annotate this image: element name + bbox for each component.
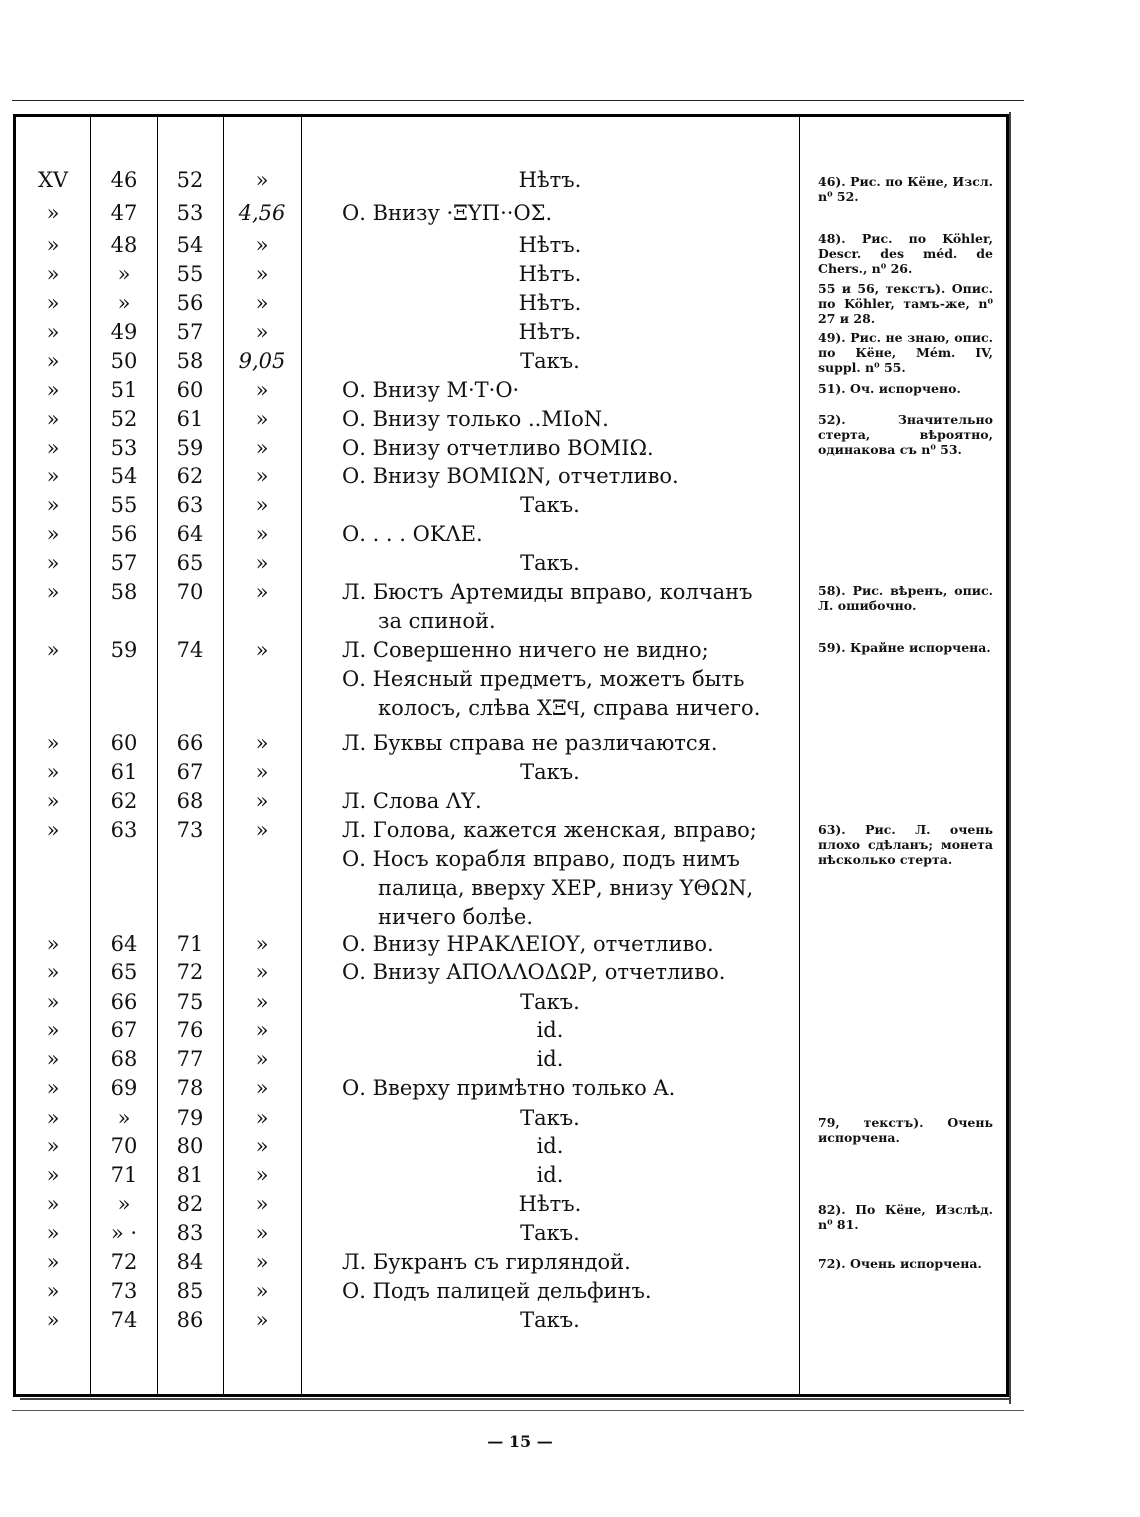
cell-c4: » [255,1163,269,1187]
cell-description [302,1219,798,1248]
cell-c4: » [255,1192,269,1216]
description-line: ничего болѣе. [378,905,534,929]
cell-c4: » [255,168,269,192]
cell-description [342,787,797,816]
footnote: 46). Рис. по Кёне, Изсл. n⁰ 52. [818,174,993,204]
footnote: 58). Рис. вѣренъ, опис. Л. ошибочно. [818,583,993,613]
cell-c3: 56 [176,291,204,315]
description-line: О. Носъ корабля вправо, подъ нимъ [342,847,740,871]
description-line: id. [536,1163,564,1187]
cell-c4: » [255,464,269,488]
cell-description [302,1190,798,1219]
cell-c4: » [255,1134,269,1158]
description-line: О. . . . ΟΚΛΕ. [342,522,483,546]
description-line: О. Вверху примѣтно только Α. [342,1076,676,1100]
footnote: 82). По Кёне, Изслѣд. n⁰ 81. [818,1202,993,1232]
cell-c1: » [46,291,60,315]
cell-c2: » [117,1106,131,1130]
description-line: колосъ, слѣва ΧΞϤ, справа ничего. [378,696,761,720]
cell-c2: 74 [110,1308,138,1332]
cell-c3: 53 [176,201,204,225]
cell-description [302,1045,798,1074]
cell-c3: 63 [176,493,204,517]
cell-c4: » [255,1250,269,1274]
cell-c4: » [255,233,269,257]
cell-description [342,520,797,549]
cell-c4: » [255,1308,269,1332]
cell-c1: » [46,760,60,784]
cell-c3: 57 [176,320,204,344]
cell-c4: » [255,1018,269,1042]
cell-c4: » [255,436,269,460]
cell-c4: » [255,932,269,956]
cell-c2: 64 [110,932,138,956]
cell-c3: 59 [176,436,204,460]
footnote: 48). Рис. по Köhler, Descr. des méd. de Chers., n⁰ 26. [818,231,993,276]
column-divider [90,117,91,1394]
description-line: Такъ. [520,493,580,517]
description-line: Нѣтъ. [518,262,582,286]
cell-description [302,758,798,787]
cell-c3: 66 [176,731,204,755]
cell-c1: » [46,1163,60,1187]
description-line: О. Внизу только ..ΜΙοΝ. [342,407,609,431]
cell-c2: 55 [110,493,138,517]
cell-c1: » [46,1308,60,1332]
cell-c1: » [46,1192,60,1216]
cell-c2: 66 [110,990,138,1014]
cell-c4: 9,05 [238,349,286,373]
cell-c2: 53 [110,436,138,460]
cell-c2: 60 [110,731,138,755]
cell-c2: 48 [110,233,138,257]
footnote: 51). Оч. испорчено. [818,381,961,396]
cell-c1: » [46,990,60,1014]
description-line: О. Внизу отчетливо ΒΟΜΙΩ. [342,436,654,460]
cell-c4: » [255,731,269,755]
cell-c2: » [117,291,131,315]
cell-description [342,1248,797,1277]
cell-c4: » [255,1279,269,1303]
description-line: Л. Голова, кажется женская, вправо; [342,818,757,842]
footnote: 49). Рис. не знаю, опис. по Кёне, Mém. IV, suppl. n⁰ 55. [818,330,993,375]
cell-c4: » [255,760,269,784]
bottom-rule [12,1410,1024,1411]
description-line: Нѣтъ. [518,168,582,192]
cell-c2: 72 [110,1250,138,1274]
cell-description [342,1074,797,1103]
description-line: Такъ. [520,1308,580,1332]
cell-c2: 69 [110,1076,138,1100]
cell-c2: 67 [110,1018,138,1042]
cell-c3: 60 [176,378,204,402]
cell-c2: 49 [110,320,138,344]
cell-description [302,347,798,376]
cell-c1: » [46,1250,60,1274]
cell-c3: 70 [176,580,204,604]
cell-description [342,376,797,405]
cell-c1: » [46,638,60,662]
cell-c4: » [255,493,269,517]
cell-c4: » [255,1106,269,1130]
cell-c1: » [46,262,60,286]
description-line: Такъ. [520,349,580,373]
cell-description [342,636,797,723]
cell-description [342,958,797,987]
cell-c3: 80 [176,1134,204,1158]
cell-c2: 52 [110,407,138,431]
cell-description [302,231,798,260]
cell-c3: 85 [176,1279,204,1303]
cell-c1: » [46,932,60,956]
cell-c1: » [46,551,60,575]
cell-c1: » [46,493,60,517]
cell-c4: » [255,378,269,402]
cell-c2: 59 [110,638,138,662]
cell-c4: » [255,960,269,984]
description-line: id. [536,1134,564,1158]
cell-c2: 71 [110,1163,138,1187]
cell-c1: » [46,731,60,755]
cell-c3: 82 [176,1192,204,1216]
description-line: Такъ. [520,760,580,784]
cell-description [302,166,798,195]
cell-description [302,988,798,1017]
cell-description [342,434,797,463]
cell-c1: » [46,378,60,402]
cell-c3: 62 [176,464,204,488]
footnote: 72). Очень испорчена. [818,1256,982,1271]
cell-c2: 57 [110,551,138,575]
cell-c1: » [46,818,60,842]
cell-c3: 79 [176,1106,204,1130]
frame-shadow-right [1009,112,1011,1404]
cell-c4: » [255,320,269,344]
cell-c3: 76 [176,1018,204,1042]
cell-c3: 65 [176,551,204,575]
description-line: Такъ. [520,1106,580,1130]
cell-c1: » [46,349,60,373]
description-line: палица, вверху ΧΕΡ, внизу ΥΘΩΝ, [378,876,754,900]
cell-c2: 65 [110,960,138,984]
cell-c4: » [255,990,269,1014]
description-line: Л. Совершенно ничего не видно; [342,638,709,662]
cell-c3: 73 [176,818,204,842]
cell-c3: 54 [176,233,204,257]
cell-c2: 61 [110,760,138,784]
description-line: Такъ. [520,1221,580,1245]
cell-c3: 52 [176,168,204,192]
cell-c3: 58 [176,349,204,373]
cell-c3: 81 [176,1163,204,1187]
cell-c3: 67 [176,760,204,784]
cell-c4: 4,56 [238,201,286,225]
top-rule [12,100,1024,101]
cell-c2: 62 [110,789,138,813]
description-line: Нѣтъ. [518,320,582,344]
cell-description [302,549,798,578]
cell-c1: » [46,1076,60,1100]
cell-c3: 72 [176,960,204,984]
cell-c4: » [255,1076,269,1100]
cell-c3: 55 [176,262,204,286]
cell-c1: » [46,1106,60,1130]
description-line: О. Внизу ΒΟΜΙΩΝ, отчетливо. [342,464,679,488]
cell-c4: » [255,1047,269,1071]
description-line: О. Неясный предметъ, можетъ быть [342,667,745,691]
cell-c3: 64 [176,522,204,546]
page-number: — 15 — [487,1432,553,1451]
cell-c1: » [46,233,60,257]
cell-c2: 73 [110,1279,138,1303]
cell-c3: 71 [176,932,204,956]
cell-c3: 61 [176,407,204,431]
cell-c3: 86 [176,1308,204,1332]
cell-c4: » [255,407,269,431]
footnote: 79, текстъ). Очень испорчена. [818,1115,993,1145]
description-line: Нѣтъ. [518,1192,582,1216]
cell-c1: » [46,960,60,984]
cell-description [342,1277,797,1306]
cell-c1: » [46,201,60,225]
cell-description [302,491,798,520]
cell-c2: 46 [110,168,138,192]
cell-description [342,729,797,758]
cell-c2: 47 [110,201,138,225]
description-line: Нѣтъ. [518,233,582,257]
cell-c2: 56 [110,522,138,546]
cell-c4: » [255,638,269,662]
cell-c1: XV [37,168,69,192]
cell-description [302,1016,798,1045]
footnote: 63). Рис. Л. очень плохо сдѣланъ; монета нѣсколько стерта. [818,822,993,867]
cell-c1: » [46,436,60,460]
cell-description [342,578,797,636]
cell-c2: » [117,1192,131,1216]
column-divider [799,117,800,1394]
description-line: Л. Слова ΛΥ. [342,789,482,813]
description-line: О. Подъ палицей дельфинъ. [342,1279,652,1303]
cell-c1: » [46,1279,60,1303]
description-line: Л. Бюстъ Артемиды вправо, колчанъ [342,580,753,604]
cell-c4: » [255,818,269,842]
footnote: 59). Крайне испорчена. [818,640,991,655]
description-line: О. Внизу ·ΞΥΠ··ΟΣ. [342,201,553,225]
cell-description [302,289,798,318]
cell-c2: 58 [110,580,138,604]
description-line: О. Внизу Μ·Τ·Ο· [342,378,520,402]
cell-c1: » [46,789,60,813]
cell-c2: 50 [110,349,138,373]
cell-c1: » [46,1018,60,1042]
cell-c3: 84 [176,1250,204,1274]
cell-description [302,1161,798,1190]
cell-c2: 51 [110,378,138,402]
cell-c2: 70 [110,1134,138,1158]
cell-c4: » [255,580,269,604]
cell-description [302,260,798,289]
cell-description [342,816,797,932]
cell-c1: » [46,320,60,344]
description-line: Л. Букранъ съ гирляндой. [342,1250,631,1274]
cell-c4: » [255,262,269,286]
cell-c4: » [255,522,269,546]
footnote: 55 и 56, текстъ). Опис. по Köhler, тамъ-же, n⁰ 27 и 28. [818,281,993,326]
cell-c1: » [46,580,60,604]
cell-c4: » [255,291,269,315]
cell-description [342,199,797,228]
cell-c3: 78 [176,1076,204,1100]
description-line: Нѣтъ. [518,291,582,315]
cell-c1: » [46,522,60,546]
cell-c4: » [255,1221,269,1245]
description-line: id. [536,1018,564,1042]
cell-description [302,1104,798,1133]
cell-description [342,930,797,959]
cell-description [302,1306,798,1335]
cell-c2: » · [110,1221,138,1245]
cell-c3: 74 [176,638,204,662]
footnote: 52). Значительно стерта, вѣроятно, одинакова съ n⁰ 53. [818,412,993,457]
cell-description [302,318,798,347]
description-line: Такъ. [520,990,580,1014]
cell-c3: 77 [176,1047,204,1071]
cell-c3: 75 [176,990,204,1014]
cell-c1: » [46,407,60,431]
cell-c1: » [46,1221,60,1245]
description-line: Л. Буквы справа не различаются. [342,731,718,755]
cell-c4: » [255,789,269,813]
description-line: О. Внизу ΑΠΟΛΛΟΔΩΡ, отчетливо. [342,960,726,984]
description-line: id. [536,1047,564,1071]
description-line: Такъ. [520,551,580,575]
cell-description [342,462,797,491]
cell-c2: 63 [110,818,138,842]
cell-c2: 68 [110,1047,138,1071]
description-line: за спиной. [378,609,496,633]
cell-c1: » [46,1134,60,1158]
cell-c2: » [117,262,131,286]
cell-c3: 68 [176,789,204,813]
cell-c4: » [255,551,269,575]
cell-c1: » [46,464,60,488]
cell-c3: 83 [176,1221,204,1245]
description-line: О. Внизу ΗΡΑΚΛΕΙΟΥ, отчетливо. [342,932,714,956]
frame-shadow-bottom [20,1398,1010,1400]
cell-description [342,405,797,434]
cell-c1: » [46,1047,60,1071]
cell-description [302,1132,798,1161]
cell-c2: 54 [110,464,138,488]
